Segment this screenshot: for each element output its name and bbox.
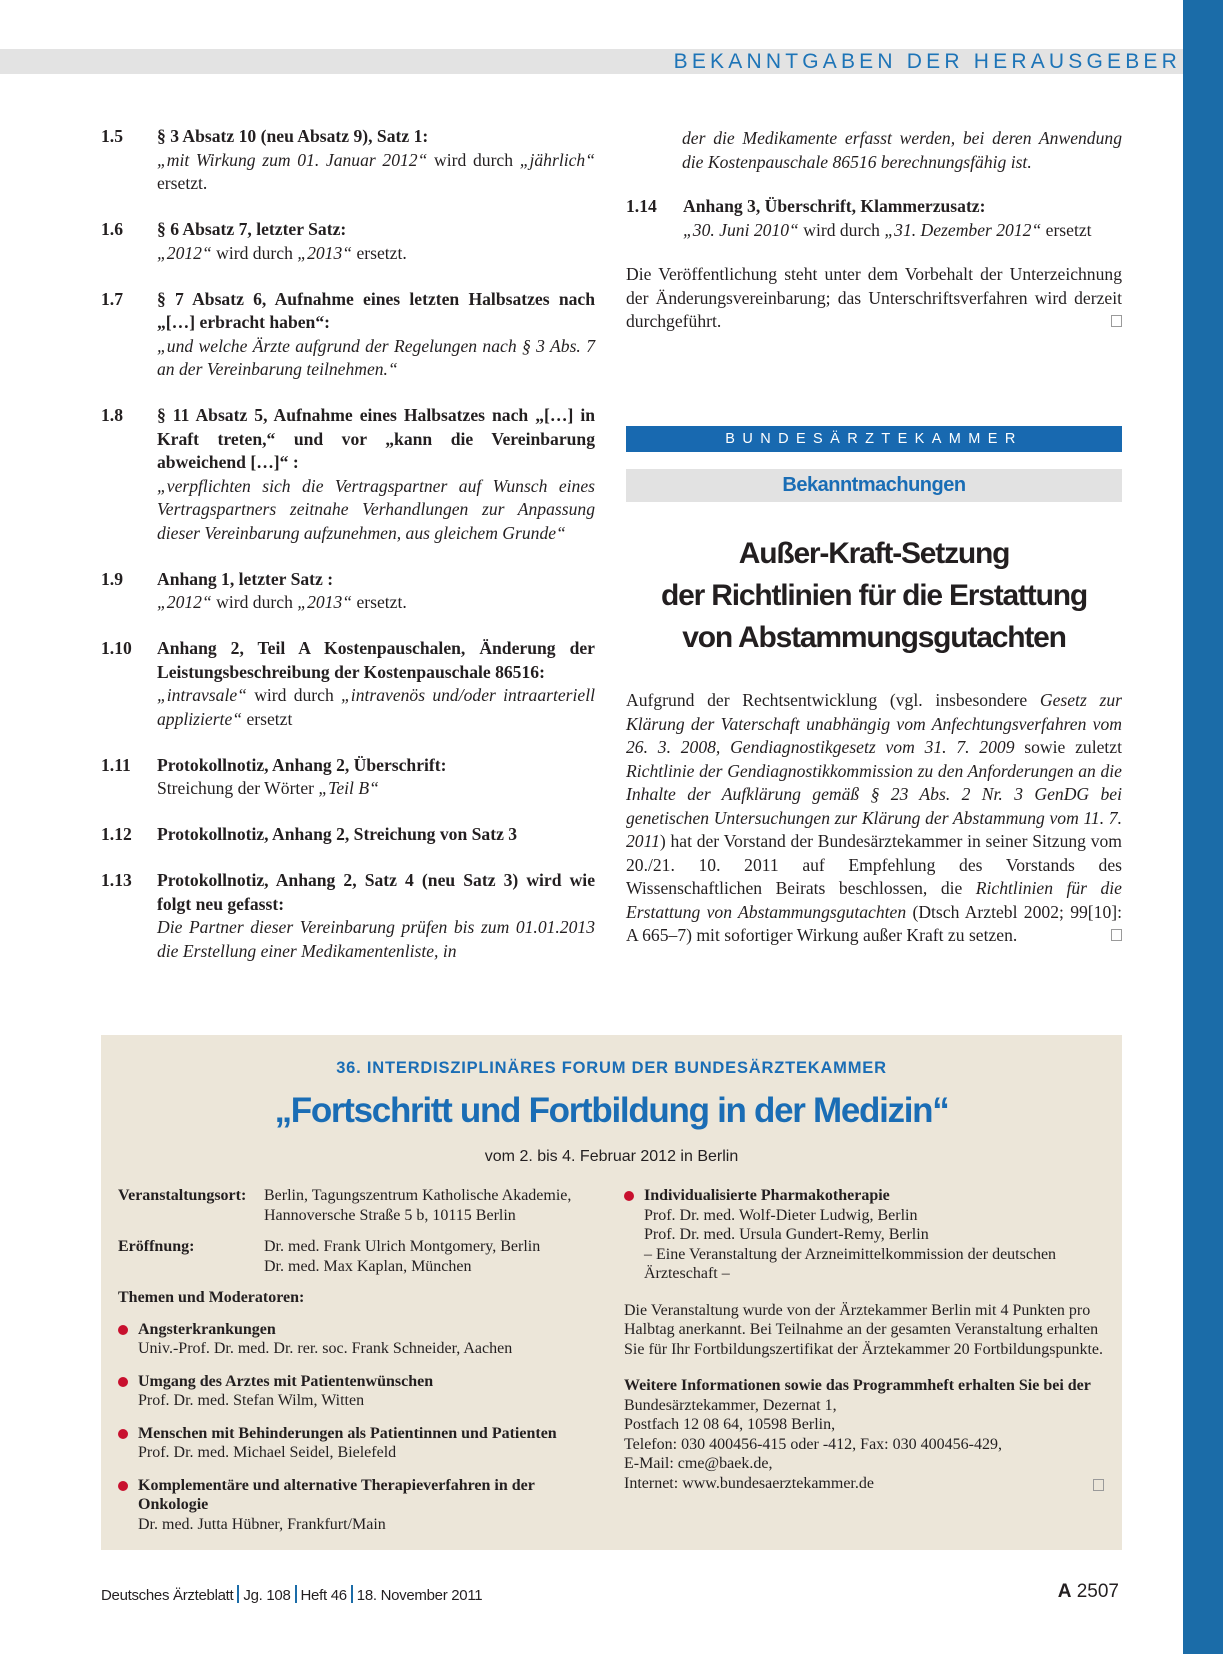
quoted-old: „30. Juni 2010“ xyxy=(683,219,799,240)
item-heading: Anhang 1, letzter Satz : xyxy=(157,568,334,589)
list-item xyxy=(626,195,1122,242)
quoted-text: „verpflichten sich die Vertragspartner auf Wunsch eines Vertragspartners zeitnahe Verhandlungen zur Anpassung dieser Vereinbarung aufzunehmen, aus gleichem Grunde“ xyxy=(157,475,595,543)
item-heading: Protokollnotiz, Anhang 2, Satz 4 (neu Satz 3) wird wie folgt neu gefasst: xyxy=(157,870,595,914)
venue-label: Veranstaltungsort: xyxy=(118,1187,247,1204)
item-number: 1.6 xyxy=(101,219,123,239)
journal-name: Deutsches Ärzteblatt xyxy=(101,1587,234,1604)
topic-item xyxy=(118,1424,578,1463)
item-body xyxy=(683,219,1122,243)
citation-text: Richtlinien für die Erstattung von Abstammungsgutachten xyxy=(626,878,1122,922)
forum-left-column xyxy=(118,1186,578,1547)
quoted-text: Die Partner dieser Vereinbarung prüfen bis zum 01.01.2013 die Erstellung einer Medikamentenliste, in xyxy=(157,917,595,961)
list-item xyxy=(101,125,595,196)
item-number: 1.10 xyxy=(101,638,132,658)
issue-date: 18. November 2011 xyxy=(356,1587,483,1604)
topic-moderator: Dr. med. Jutta Hübner, Frankfurt/Main xyxy=(138,1515,386,1533)
topic-moderator: Univ.-Prof. Dr. med. Dr. rer. soc. Frank Schneider, Aachen xyxy=(138,1340,513,1357)
item-heading: § 11 Absatz 5, Aufnahme eines Halbsatzes nach „[…] in Kraft treten,“ und vor „kann die Vereinbarung abweichend […]“ : xyxy=(157,405,595,472)
info-line: Telefon: 030 400456-415 oder -412, Fax: 030 400456-429, xyxy=(624,1435,1002,1453)
item-number: 1.7 xyxy=(101,288,123,309)
item-body xyxy=(157,777,595,801)
item-body xyxy=(157,335,595,382)
item-number: 1.8 xyxy=(101,405,123,425)
item-number: 1.5 xyxy=(101,126,123,146)
topic-moderator: Prof. Dr. med. Stefan Wilm, Witten xyxy=(138,1392,365,1409)
left-column xyxy=(101,125,595,963)
note-paragraph xyxy=(626,263,1122,334)
topic-item xyxy=(118,1372,578,1411)
title-line: Außer-Kraft-Setzung xyxy=(738,537,1010,570)
body-text: (Dtsch Arztebl 2002; 99[10]: A 665–7) mit sofortiger Wirkung außer Kraft zu setzen. xyxy=(626,901,1123,945)
body-text: ersetzt. xyxy=(352,592,407,612)
body-text: wird durch xyxy=(798,219,885,240)
journal-issue: Heft 46 xyxy=(300,1587,347,1604)
quoted-new: „intravenös und/oder intraarteriell applizierte“ xyxy=(157,685,595,729)
body-text: wird durch xyxy=(246,685,342,705)
topic-title: Komplementäre und alternative Therapieverfahren in der Onkologie xyxy=(138,1476,535,1513)
citation-text: Gesetz zur Klärung der Vaterschaft unabhängig vom Anfechtungsverfahren vom 26. 3. 2008, Gendiagnostikgesetz vom 31. 7. 2009 xyxy=(626,690,1122,757)
footer-separator xyxy=(237,1585,239,1603)
continued-text: der die Medikamente erfasst werden, bei deren Anwendung die Kostenpauschale 86516 berechnungsfähig ist. xyxy=(682,128,1122,172)
topic-moderator: Prof. Dr. med. Wolf-Dieter Ludwig, Berlin xyxy=(644,1206,918,1224)
item-heading: Protokollnotiz, Anhang 2, Streichung von Satz 3 xyxy=(157,824,518,844)
list-item xyxy=(101,637,595,731)
topic-item xyxy=(118,1320,578,1359)
opening-row xyxy=(118,1237,578,1276)
forum-right-column xyxy=(624,1186,1104,1493)
quoted-text: „Teil B“ xyxy=(318,778,379,798)
list-item xyxy=(101,568,595,615)
list-item xyxy=(101,823,595,847)
topic-title: Individualisierte Pharmakotherapie xyxy=(644,1187,890,1204)
topic-moderator: Prof. Dr. med. Michael Seidel, Bielefeld xyxy=(138,1444,397,1461)
item-body xyxy=(157,242,595,266)
item-number: 1.9 xyxy=(101,568,123,589)
item-body xyxy=(157,916,595,963)
bullet-dot-icon xyxy=(118,1325,128,1335)
quoted-new: „2013“ xyxy=(297,242,353,263)
item-number: 1.12 xyxy=(101,824,132,844)
page-number-value: 2507 xyxy=(1076,1581,1119,1602)
email-link[interactable]: E-Mail: cme@baek.de, xyxy=(624,1455,773,1472)
quoted-old: „2012“ xyxy=(157,592,212,612)
item-number: 1.11 xyxy=(101,754,131,775)
right-edge-band xyxy=(1183,0,1223,1654)
body-text: ersetzt. xyxy=(157,173,208,193)
footer-separator xyxy=(351,1585,353,1603)
quoted-new: „31. Dezember 2012“ xyxy=(884,219,1042,240)
item-heading: Protokollnotiz, Anhang 2, Überschrift: xyxy=(157,754,447,775)
topic-item xyxy=(624,1186,1104,1284)
item-body xyxy=(157,149,595,196)
topic-title: Angsterkrankungen xyxy=(138,1320,276,1338)
body-text: ersetzt. xyxy=(352,242,407,263)
list-item xyxy=(101,404,595,545)
quoted-new: „jährlich“ xyxy=(519,149,595,170)
journal-volume: Jg. 108 xyxy=(243,1587,291,1604)
opening-person: Dr. med. Max Kaplan, München xyxy=(264,1257,472,1275)
end-mark-icon xyxy=(1111,315,1122,327)
opening-value xyxy=(264,1237,540,1276)
article-title xyxy=(626,533,1122,659)
quoted-old: „2012“ xyxy=(157,242,212,263)
info-line: Bundesärztekammer, Dezernat 1, xyxy=(624,1396,837,1414)
item-heading: § 3 Absatz 10 (neu Absatz 9), Satz 1: xyxy=(157,126,429,146)
body-text: wird durch xyxy=(211,242,298,263)
page-prefix: A xyxy=(1057,1581,1072,1602)
forum-kicker: 36. INTERDISZIPLINÄRES FORUM DER BUNDESÄRZTEKAMMER xyxy=(336,1059,887,1077)
item-heading: § 7 Absatz 6, Aufnahme eines letzten Halbsatzes nach „[…] erbracht haben“: xyxy=(157,288,595,332)
forum-announcement-box xyxy=(101,1035,1122,1550)
topic-moderator: Prof. Dr. med. Ursula Gundert-Remy, Berlin xyxy=(644,1226,929,1243)
body-text: sowie zuletzt xyxy=(1014,737,1122,757)
body-text: ersetzt xyxy=(1041,219,1092,240)
topic-note: – Eine Veranstaltung der Arzneimittelkommission der deutschen Ärzteschaft – xyxy=(644,1245,1057,1282)
list-item xyxy=(101,754,595,801)
bullet-dot-icon xyxy=(118,1377,128,1387)
title-line: der Richtlinien für die Erstattung xyxy=(661,579,1087,612)
forum-date: vom 2. bis 4. Februar 2012 in Berlin xyxy=(484,1148,739,1165)
body-text: ersetzt xyxy=(242,708,293,729)
topic-item xyxy=(118,1476,538,1535)
item-body xyxy=(157,684,595,731)
list-item xyxy=(101,218,595,265)
citation-text: Richtlinie der Gendiagnostikkommission zu den Anforderungen an die Inhalte der Aufklärung gemäß § 23 Abs. 2 Nr. 3 GenDG bei genetischen Untersuchungen zur Klärung der Abstammung vom 11. 7. 2011 xyxy=(626,760,1122,851)
body-text: ) hat der Vorstand der Bundesärztekammer in seiner Sitzung vom 20./21. 10. 2011 auf Empfehlung des Vorstands des Wissenschaftlichen Beirats beschlossen, die xyxy=(626,831,1122,898)
note-text: Die Veröffentlichung steht unter dem Vorbehalt der Unterzeichnung der Änderungsvereinbarung; das Unterschriftsverfahren wird derzeit durchgeführt. xyxy=(626,264,1122,331)
body-text: Aufgrund der Rechtsentwicklung (vgl. insbesondere xyxy=(626,690,1040,710)
footer-citation xyxy=(101,1585,482,1604)
quoted-old: „intravsale“ xyxy=(157,685,247,705)
topic-title: Umgang des Arztes mit Patientenwünschen xyxy=(138,1372,434,1390)
item-number: 1.14 xyxy=(626,196,657,216)
website-link xyxy=(624,1474,1104,1494)
body-text: Streichung der Wörter xyxy=(157,778,319,798)
bullet-dot-icon xyxy=(118,1481,128,1491)
info-line: Postfach 12 08 64, 10598 Berlin, xyxy=(624,1416,836,1433)
quoted-text: „und welche Ärzte aufgrund der Regelungen nach § 3 Abs. 7 an der Vereinbarung teilnehmen.“ xyxy=(157,335,595,379)
topics-label: Themen und Moderatoren: xyxy=(118,1289,305,1306)
section-bar: BUNDESÄRZTEKAMMER xyxy=(626,426,1122,452)
bullet-dot-icon xyxy=(118,1429,128,1439)
item-body xyxy=(157,475,595,546)
opening-label: Eröffnung: xyxy=(118,1238,195,1255)
footer-separator xyxy=(295,1585,297,1603)
list-item xyxy=(101,869,595,963)
body-text: wird durch xyxy=(211,592,298,612)
item-heading: § 6 Absatz 7, letzter Satz: xyxy=(157,219,347,239)
quoted-new: „2013“ xyxy=(297,592,353,612)
right-column xyxy=(626,127,1122,334)
item-number: 1.13 xyxy=(101,870,132,890)
list-item xyxy=(101,288,595,382)
article-body xyxy=(626,689,1122,948)
item-heading: Anhang 2, Teil A Kostenpauschalen, Änderung der Leistungsbeschreibung der Kostenpauschale 86516: xyxy=(157,638,595,682)
quoted-old: „mit Wirkung zum 01. Januar 2012“ xyxy=(157,149,428,170)
bullet-dot-icon xyxy=(624,1191,634,1201)
title-line: von Abstammungsgutachten xyxy=(682,621,1066,654)
end-mark-icon xyxy=(1111,929,1122,941)
website-text[interactable]: Internet: www.bundesaerztekammer.de xyxy=(624,1474,874,1492)
venue-row xyxy=(118,1186,578,1225)
info-heading: Weitere Informationen sowie das Programmheft erhalten Sie bei der xyxy=(624,1377,1091,1394)
category-bar: Bekanntmachungen xyxy=(626,469,1122,502)
forum-title: „Fortschritt und Fortbildung in der Medizin“ xyxy=(274,1091,949,1130)
body-text: wird durch xyxy=(427,149,520,170)
end-mark-icon xyxy=(1093,1479,1104,1491)
opening-person: Dr. med. Frank Ulrich Montgomery, Berlin xyxy=(264,1238,541,1255)
venue-value: Berlin, Tagungszentrum Katholische Akademie, Hannoversche Straße 5 b, 10115 Berlin xyxy=(264,1187,572,1224)
item-heading: Anhang 3, Überschrift, Klammerzusatz: xyxy=(683,196,986,216)
item-body xyxy=(157,591,595,615)
page-number xyxy=(1058,1581,1119,1603)
section-header-title: BEKANNTGABEN DER HERAUSGEBER xyxy=(673,50,1181,73)
cme-points-text: Die Veranstaltung wurde von der Ärztekammer Berlin mit 4 Punkten pro Halbtag anerkannt. Bei Teilnahme an der gesamten Veranstaltung erhalten Sie für Ihr Fortbildungszertifikat der Ärztekammer 20 Fortbildungspunkte. xyxy=(624,1301,1104,1358)
topic-title: Menschen mit Behinderungen als Patientinnen und Patienten xyxy=(138,1424,557,1442)
